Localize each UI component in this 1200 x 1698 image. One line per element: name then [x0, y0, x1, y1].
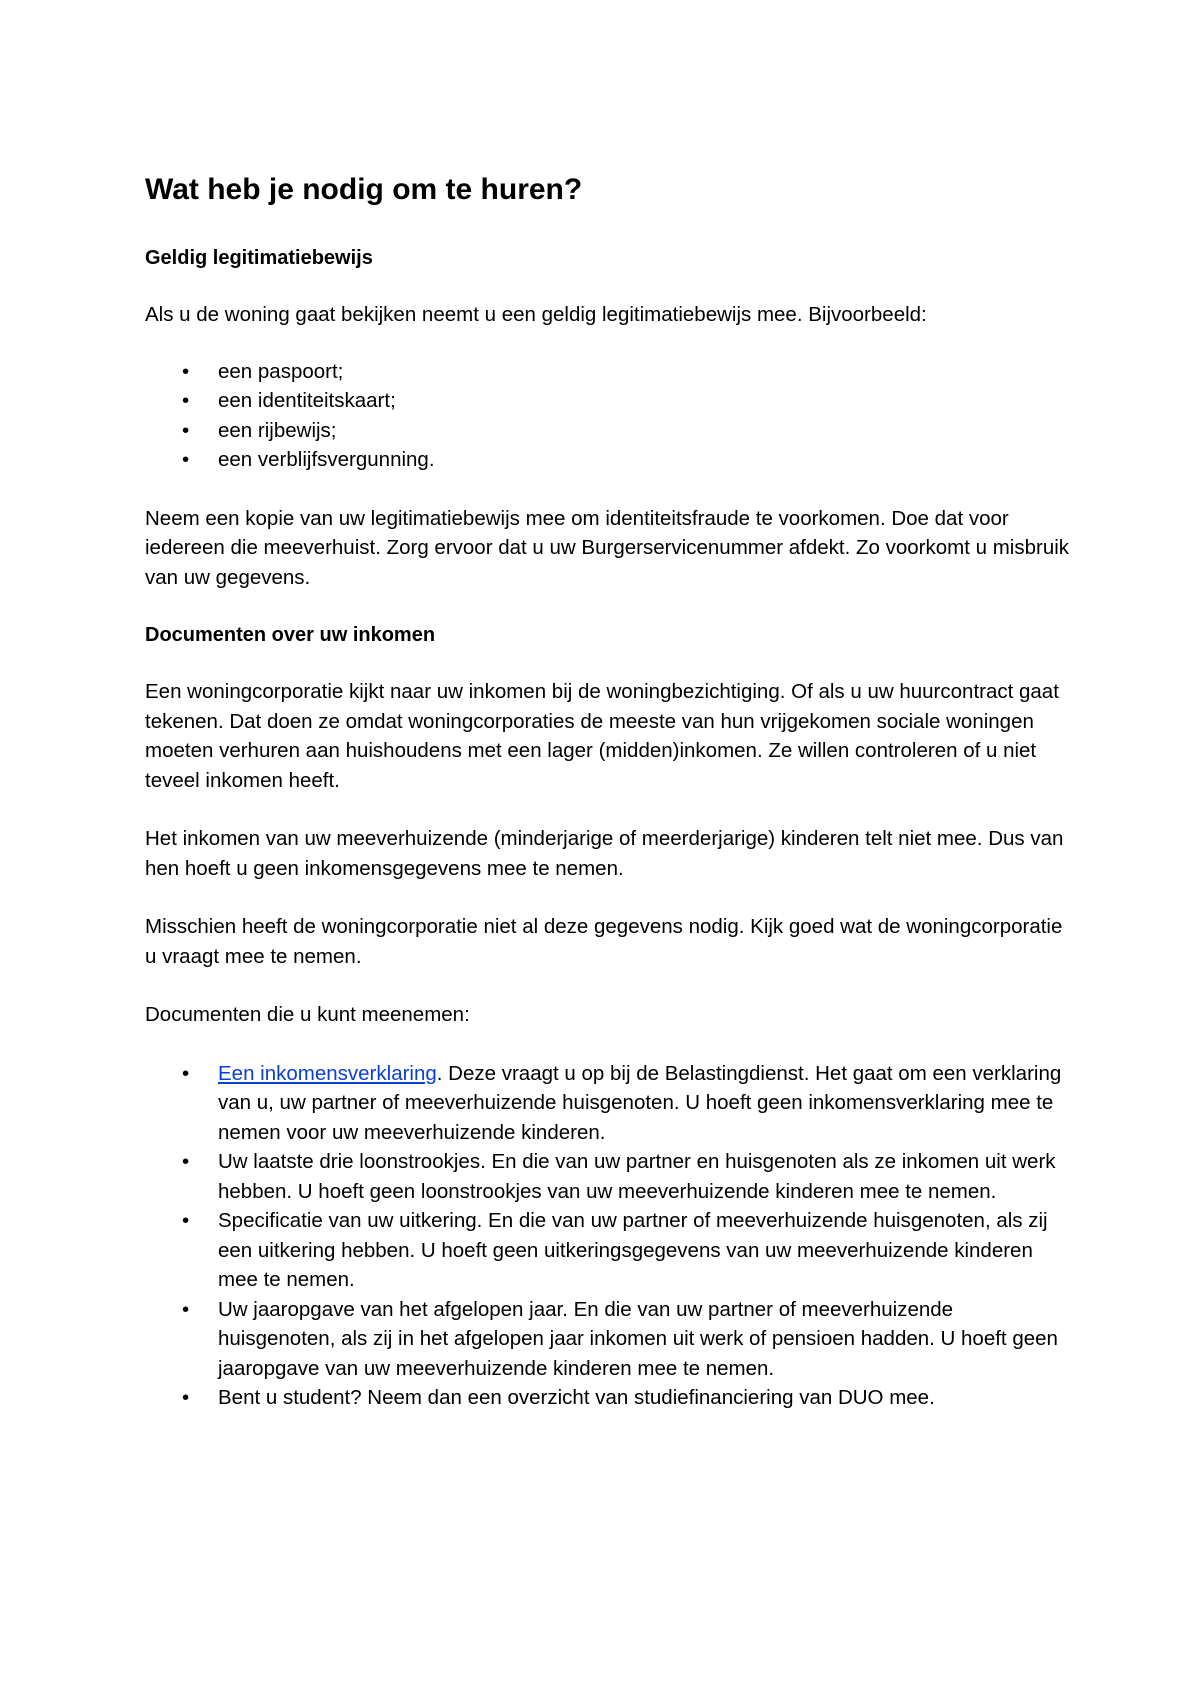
income-document-list: [145, 1059, 1070, 1413]
bullet-icon: •: [182, 1297, 190, 1321]
list-item: • Uw jaaropgave van het afgelopen jaar. En die van uw partner of meeverhuizende huisgenoten, als zij in het afgelopen jaar inkomen uit werk of pensioen hadden. U hoeft geen jaaropgave van uw meeverhuizende kinderen mee te nemen.: [145, 1295, 1070, 1384]
income-paragraph-2: Het inkomen van uw meeverhuizende (minderjarige of meerderjarige) kinderen telt niet mee. Dus van hen hoeft u geen inkomensgegevens mee te nemen.: [145, 827, 1064, 880]
bullet-icon: •: [182, 1386, 190, 1409]
bullet-icon: •: [182, 1150, 190, 1173]
section-heading-id: Geldig legitimatiebewijs: [145, 247, 373, 269]
inkomensverklaring-link[interactable]: Een inkomensverklaring: [218, 1061, 437, 1085]
section-heading-income: Documenten over uw inkomen: [145, 624, 436, 646]
id-copy-note: Neem een kopie van uw legitimatiebewijs mee om identiteitsfraude te voorkomen. Doe dat voor iedereen die meeverhuist. Zorg ervoor dat u uw Burgerservicenummer afdekt. Zo voorkomt u misbruik van uw gegevens.: [145, 506, 1070, 589]
bullet-icon: •: [182, 1209, 190, 1232]
id-document-list: [145, 357, 1070, 475]
list-item: • Bent u student? Neem dan een overzicht van studiefinanciering van DUO mee.: [145, 1383, 1070, 1413]
list-item: • een verblijfsvergunning.: [145, 445, 1070, 475]
income-paragraph-3: Misschien heeft de woningcorporatie niet al deze gegevens nodig. Kijk goed wat de woningcorporatie u vraagt mee te nemen.: [145, 915, 1063, 968]
bullet-icon: •: [182, 418, 190, 442]
id-intro-paragraph: Als u de woning gaat bekijken neemt u een geldig legitimatiebewijs mee. Bijvoorbeeld:: [145, 303, 927, 326]
list-item: • een rijbewijs;: [145, 416, 1070, 446]
bullet-icon: •: [182, 389, 190, 412]
list-item: • een paspoort;: [145, 357, 1070, 387]
list-item: • Uw laatste drie loonstrookjes. En die van uw partner en huisgenoten als ze inkomen uit werk hebben. U hoeft geen loonstrookjes van uw meeverhuizende kinderen mee te nemen.: [145, 1147, 1070, 1206]
page-title: Wat heb je nodig om te huren?: [145, 173, 583, 206]
list-item: • Een inkomensverklaring. Deze vraagt u op bij de Belastingdienst. Het gaat om een verklaring van u, uw partner of meeverhuizende huisgenoten. U hoeft geen inkomensverklaring mee te nemen voor uw meeverhuizende kinderen.: [145, 1059, 1070, 1148]
bullet-icon: •: [182, 1061, 190, 1085]
bullet-icon: •: [182, 359, 190, 383]
list-item: • Specificatie van uw uitkering. En die van uw partner of meeverhuizende huisgenoten, als zij een uitkering hebben. U hoeft geen uitkeringsgegevens van uw meeverhuizende kinderen mee te nemen.: [145, 1206, 1070, 1295]
income-paragraph-1: Een woningcorporatie kijkt naar uw inkomen bij de woningbezichtiging. Of als u uw huurcontract gaat tekenen. Dat doen ze omdat woningcorporaties de meeste van hun vrijgekomen sociale woningen moeten verhuren aan huishoudens met een lager (midden)inkomen. Ze willen controleren of u niet teveel inkomen heeft.: [145, 680, 1059, 792]
bullet-icon: •: [182, 448, 190, 471]
documents-list-intro: Documenten die u kunt meenemen:: [145, 1003, 470, 1026]
list-item: • een identiteitskaart;: [145, 386, 1070, 416]
